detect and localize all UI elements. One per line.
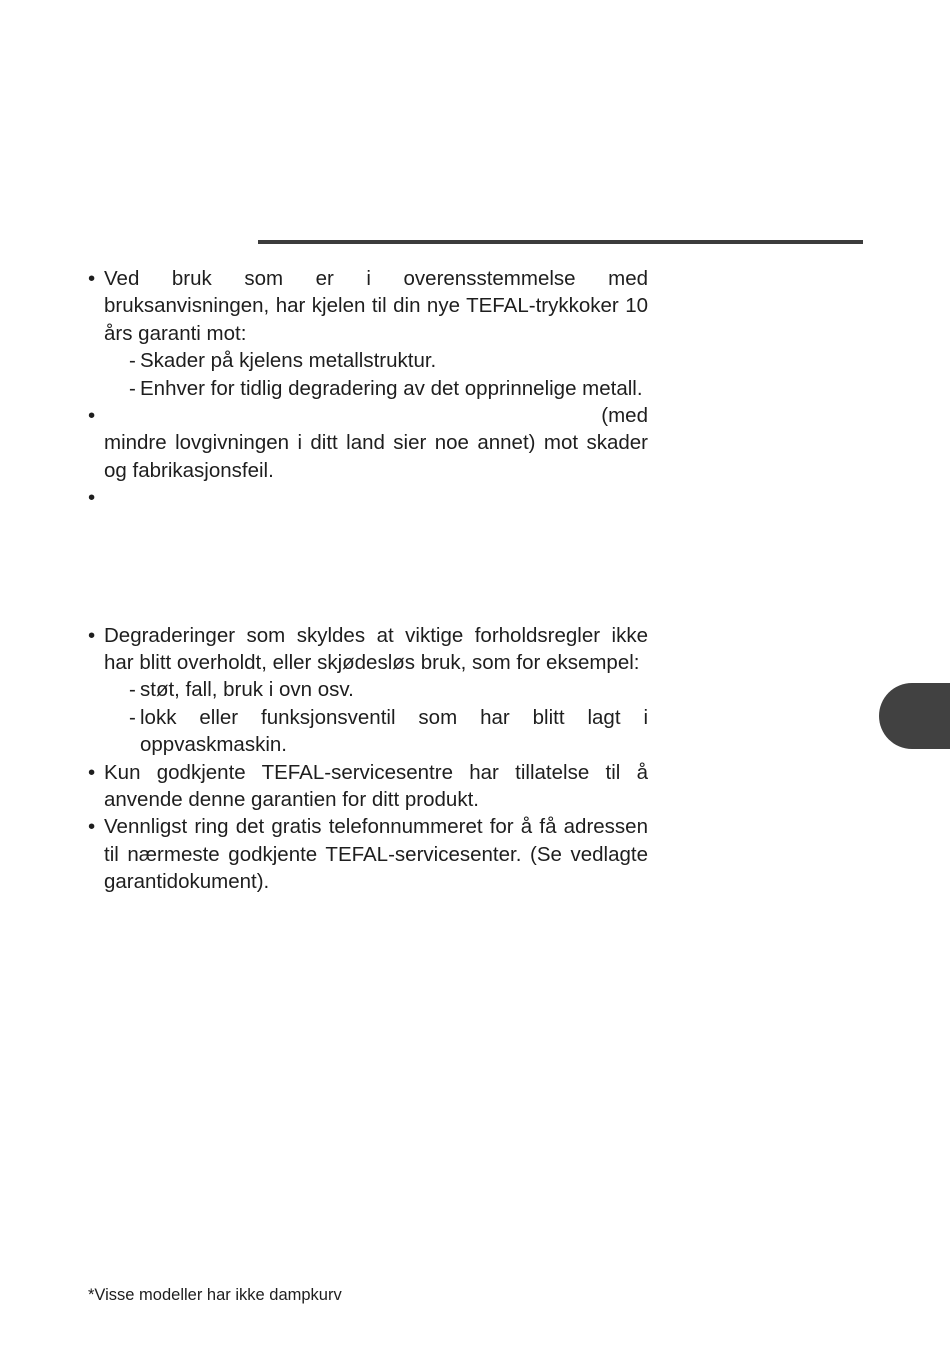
section-gap xyxy=(88,512,648,622)
warranty-subitem-degradation: - Enhver for tidlig degradering av det opprinnelige metall. xyxy=(88,375,648,402)
exclusion-subitem-impact: - støt, fall, bruk i ovn osv. xyxy=(88,676,648,703)
warranty-subitem-metal-damage: - Skader på kjelens metallstruktur. xyxy=(88,347,648,374)
exclusion-subitem-dishwasher: - lokk eller funksjonsventil som har blitt lagt i oppvaskmaskin. xyxy=(88,704,648,759)
chapter-tab xyxy=(879,683,950,749)
warranty-item-empty xyxy=(88,484,648,511)
warranty-item-defects-rest: mindre lovgivningen i ditt land sier noe annet) mot skader og fabrikasjonsfeil. xyxy=(104,431,648,482)
warranty-item-10-years: • Ved bruk som er i overensstemmelse med bruksanvisningen, har kjelen til din nye TEFAL-trykkoker 10 års garanti mot: xyxy=(88,265,648,347)
warranty-item-defects-first-line: • (med xyxy=(601,404,648,428)
footnote: *Visse modeller har ikke dampkurv xyxy=(88,1286,342,1304)
exclusion-item-phone: • Vennligst ring det gratis telefonnummeret for å få adressen til nærmeste godkjente TEFAL-servicesenter. (Se vedlagte garantidokument). xyxy=(88,813,648,895)
exclusion-item-service-centres: • Kun godkjente TEFAL-servicesentre har tillatelse til å anvende denne garantien for ditt produkt. xyxy=(88,759,648,814)
section-header-rule xyxy=(258,240,863,244)
warranty-item-defects xyxy=(88,402,648,484)
exclusion-item-negligence: • Degraderinger som skyldes at viktige forholdsregler ikke har blitt overholdt, eller skjødesløs bruk, som for eksempel: xyxy=(88,622,648,677)
document-body xyxy=(88,265,648,896)
